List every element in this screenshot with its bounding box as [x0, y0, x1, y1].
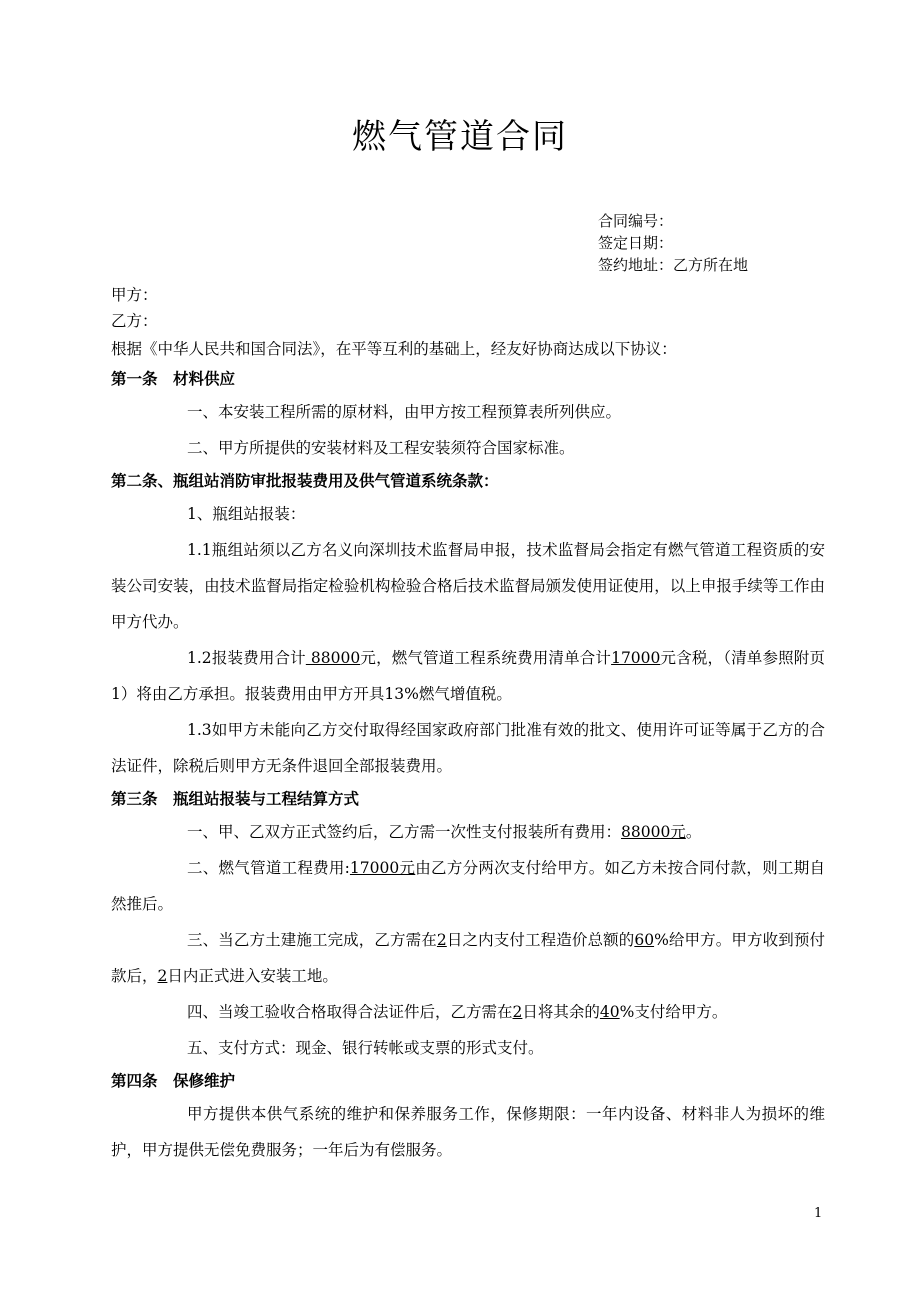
item-2-text-b: 由乙方分两次支付给甲方。如乙方未按合同付款，则工期自然推后。	[111, 859, 825, 913]
contract-body	[111, 282, 825, 1168]
pipeline-fee: 17000元	[349, 859, 416, 877]
article-1-heading: 第一条 材料供应	[111, 369, 236, 388]
party-b-label: 乙方：	[111, 312, 158, 330]
sign-date-label: 签定日期：	[598, 234, 674, 252]
clause-1-2-text-a: 1.2报装费用合计	[187, 649, 306, 667]
article-2-sub-1: 1、瓶组站报装：	[187, 505, 306, 523]
item-3-text-d: 日内正式进入安装工地。	[167, 967, 338, 985]
article-2-clause-1-3: 1.3如甲方未能向乙方交付取得经国家政府部门批准有效的批文、使用许可证等属于乙方的合法证件，除税后则甲方无条件退回全部报装费用。	[111, 721, 825, 775]
final-payment-percent: 40	[599, 1003, 620, 1021]
item-2-text-a: 二、燃气管道工程费用:	[187, 859, 350, 877]
prepay-percent: 60	[634, 931, 655, 949]
article-4-heading: 第四条 保修维护	[111, 1071, 236, 1090]
sign-place-label: 签约地址：乙方所在地	[598, 256, 749, 274]
entry-days: 2	[157, 967, 168, 985]
item-3-text-a: 三、当乙方土建施工完成，乙方需在	[187, 931, 437, 949]
article-3-item-3	[111, 922, 825, 994]
article-1-item-2: 二、甲方所提供的安装材料及工程安装须符合国家标准。	[187, 439, 575, 457]
page-number: 1	[814, 1206, 823, 1221]
article-3-item-4	[111, 994, 825, 1030]
article-3-heading: 第三条 瓶组站报装与工程结算方式	[111, 789, 360, 808]
preamble: 根据《中华人民共和国合同法》，在平等互利的基础上，经友好协商达成以下协议：	[111, 340, 677, 358]
article-3-item-5: 五、支付方式：现金、银行转帐或支票的形式支付。	[187, 1039, 544, 1057]
final-payment-days: 2	[512, 1003, 523, 1021]
article-2-clause-1-2	[111, 640, 825, 712]
filing-fee-amount: 88000	[305, 649, 361, 667]
article-4-item-1: 甲方提供本供气系统的维护和保养服务工作，保修期限：一年内设备、材料非人为损坏的维护，甲方提供无偿免费服务；一年后为有偿服务。	[111, 1105, 825, 1159]
item-1-text-b: 。	[685, 823, 702, 841]
item-3-text-c: %给甲方。甲方收到预付款后，	[111, 931, 825, 985]
item-4-text-a: 四、当竣工验收合格取得合法证件后，乙方需在	[187, 1003, 513, 1021]
document-title: 燃气管道合同	[352, 117, 568, 157]
item-3-text-b: 日之内支付工程造价总额的	[446, 931, 635, 949]
payment-days: 2	[436, 931, 447, 949]
party-a-label: 甲方：	[111, 286, 158, 304]
contract-number-label: 合同编号：	[598, 212, 674, 230]
article-3-item-2	[111, 850, 825, 922]
article-1-item-1: 一、本安装工程所需的原材料，由甲方按工程预算表所列供应。	[187, 403, 622, 421]
total-filing-fee: 88000元	[621, 823, 686, 841]
item-4-text-b: 日将其余的	[522, 1003, 600, 1021]
clause-1-2-text-b: 元，燃气管道工程系统费用清单合计	[360, 649, 612, 667]
clause-1-2-text-c: 元含税，（清单参照附页1）将由乙方承担。报装费用由甲方开具13%燃气增值税。	[111, 649, 825, 703]
item-1-text-a: 一、甲、乙双方正式签约后，乙方需一次性支付报装所有费用：	[187, 823, 622, 841]
item-4-text-c: %支付给甲方。	[619, 1003, 728, 1021]
article-3-item-1	[111, 814, 825, 850]
system-fee-amount: 17000	[611, 649, 661, 667]
article-2-clause-1-1: 1.1瓶组站须以乙方名义向深圳技术监督局申报，技术监督局会指定有燃气管道工程资质的安装公司安装，由技术监督局指定检验机构检验合格后技术监督局颁发使用证使用，以上申报手续等工作由甲方代办。	[111, 541, 825, 631]
article-2-heading: 第二条、瓶组站消防审批报装费用及供气管道系统条款：	[111, 471, 499, 490]
